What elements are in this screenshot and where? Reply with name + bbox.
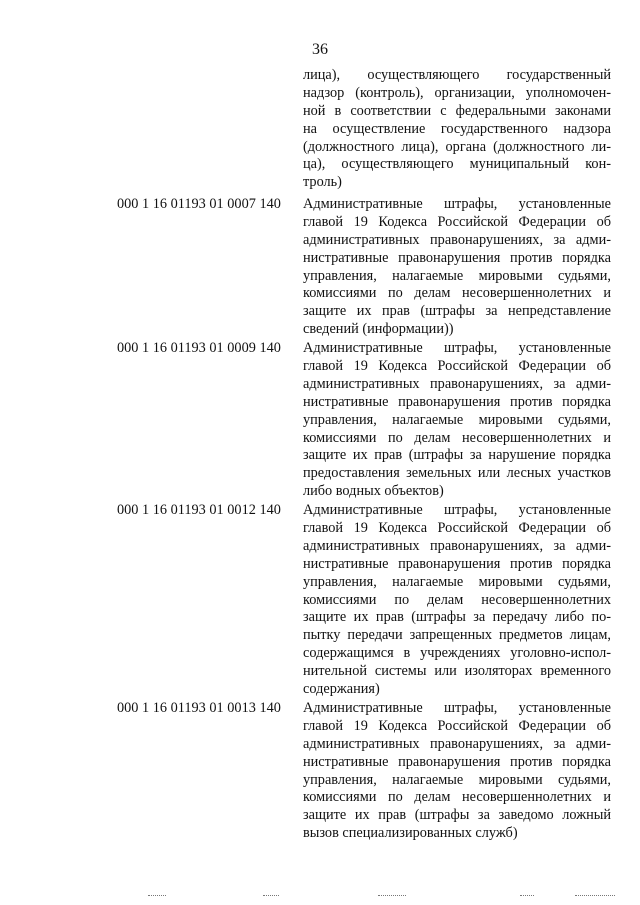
scan-mark <box>575 895 615 897</box>
text-line: главой 19 Кодекса Российской Федерации об <box>303 717 611 734</box>
text-line: административных правонарушениях, за адми- <box>303 231 611 248</box>
text-line: административных правонарушениях, за адми- <box>303 537 611 554</box>
table-row <box>0 196 640 339</box>
text-line: Административные штрафы, установленные <box>303 340 611 357</box>
row-description <box>303 196 611 339</box>
text-line: троль) <box>303 174 342 191</box>
scan-mark <box>148 895 166 897</box>
text-line: содержания) <box>303 681 380 698</box>
text-line: защите их прав (штрафы за непредставление <box>303 303 611 320</box>
row-description <box>303 700 611 843</box>
scan-mark <box>263 895 279 897</box>
text-line: лица), осуществляющего государственный <box>303 67 611 83</box>
text-line: защите их прав (штрафы за заведомо ложный <box>303 807 611 824</box>
text-line: комиссиями по делам несовершеннолетних и <box>303 789 611 806</box>
continuation-text <box>303 67 611 192</box>
scan-edge-marks <box>0 895 640 901</box>
scan-mark <box>520 895 534 897</box>
budget-code: 000 1 16 01193 01 0012 140 <box>117 502 281 519</box>
table-row <box>0 700 640 843</box>
text-line: надзор (контроль), организации, уполномочен- <box>303 84 611 101</box>
text-line: административных правонарушениях, за адми- <box>303 375 611 392</box>
text-line: Административные штрафы, установленные <box>303 196 611 212</box>
text-line: защите их прав (штрафы за нарушение порядка <box>303 447 611 464</box>
text-line: нистративные правонарушения против порядка <box>303 249 611 266</box>
scan-mark <box>378 895 406 897</box>
budget-code: 000 1 16 01193 01 0007 140 <box>117 196 281 212</box>
text-line: управления, налагаемые мировыми судьями, <box>303 771 611 788</box>
text-line: нистративные правонарушения против порядка <box>303 393 611 410</box>
text-line: ной в соответствии с федеральными законами <box>303 102 611 119</box>
budget-code: 000 1 16 01193 01 0009 140 <box>117 340 281 357</box>
text-line: либо водных объектов) <box>303 483 444 500</box>
text-line: главой 19 Кодекса Российской Федерации об <box>303 520 611 537</box>
text-line: вызов специализированных служб) <box>303 825 518 842</box>
text-line: нистративные правонарушения против порядка <box>303 753 611 770</box>
text-line: управления, налагаемые мировыми судьями, <box>303 267 611 284</box>
text-line: Административные штрафы, установленные <box>303 502 611 519</box>
text-line: пытку передачи запрещенных предметов лицам, <box>303 627 611 644</box>
text-line: ца), осуществляющего муниципальный кон- <box>303 156 611 173</box>
text-line: нистративные правонарушения против порядка <box>303 555 611 572</box>
text-line: комиссиями по делам несовершеннолетних и <box>303 429 611 446</box>
page-number: 36 <box>312 41 328 58</box>
row-description <box>303 340 611 501</box>
budget-code: 000 1 16 01193 01 0013 140 <box>117 699 281 716</box>
text-line: главой 19 Кодекса Российской Федерации об <box>303 358 611 375</box>
text-line: сведений (информации)) <box>303 321 454 338</box>
text-line: административных правонарушениях, за адми- <box>303 735 611 752</box>
table-row <box>0 502 640 699</box>
text-line: управления, налагаемые мировыми судьями, <box>303 573 611 590</box>
text-line: Административные штрафы, установленные <box>303 699 611 716</box>
text-line: (должностного лица), органа (должностного ли- <box>303 138 611 155</box>
text-line: главой 19 Кодекса Российской Федерации об <box>303 213 611 230</box>
text-line: содержащимся в учреждениях уголовно-испол- <box>303 645 611 662</box>
table-row <box>0 340 640 501</box>
budget-code-table <box>0 196 640 843</box>
text-line: управления, налагаемые мировыми судьями, <box>303 411 611 428</box>
text-line: комиссиями по делам несовершеннолетних и <box>303 285 611 302</box>
text-line: предоставления земельных или лесных участков <box>303 465 611 482</box>
text-line: защите их прав (штрафы за передачу либо по- <box>303 609 611 626</box>
text-line: нительной системы или изоляторах временного <box>303 663 611 680</box>
row-description <box>303 502 611 699</box>
text-line: комиссиями по делам несовершеннолетних <box>303 591 611 608</box>
text-line: на осуществление государственного надзора <box>303 120 611 137</box>
